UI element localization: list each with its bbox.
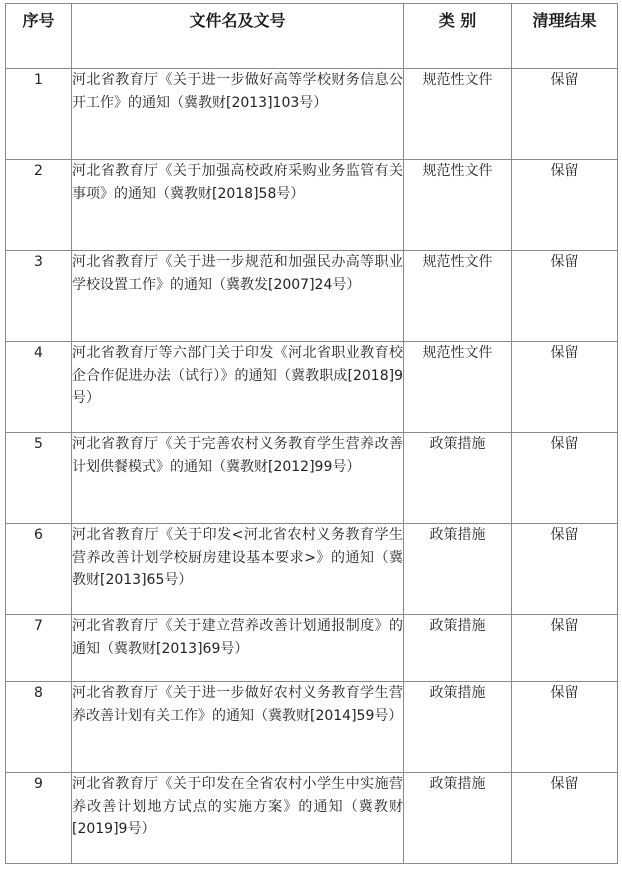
row-document-name: 河北省教育厅《关于完善农村义务教育学生营养改善计划供餐模式》的通知（冀教财[2012]99号） [72, 433, 404, 524]
row-document-name: 河北省教育厅《关于印发在全省农村小学生中实施营养改善计划地方试点的实施方案》的通知（冀教财[2019]9号） [72, 773, 404, 864]
row-cleanup-result: 保留 [512, 615, 618, 682]
row-document-name: 河北省教育厅《关于加强高校政府采购业务监管有关事项》的通知（冀教财[2018]58号） [72, 160, 404, 251]
table-row [6, 433, 618, 524]
table-row [6, 342, 618, 433]
row-document-name: 河北省教育厅《关于进一步做好农村义务教育学生营养改善计划有关工作》的通知（冀教财[2014]59号） [72, 682, 404, 773]
table-row [6, 773, 618, 864]
row-cleanup-result: 保留 [512, 524, 618, 615]
row-serial-number: 4 [6, 342, 72, 433]
row-cleanup-result: 保留 [512, 773, 618, 864]
table-row [6, 615, 618, 682]
row-category: 政策措施 [404, 524, 512, 615]
table-row [6, 251, 618, 342]
row-serial-number: 1 [6, 69, 72, 160]
row-category: 政策措施 [404, 433, 512, 524]
row-cleanup-result: 保留 [512, 433, 618, 524]
header-document-name: 文件名及文号 [72, 4, 404, 69]
row-cleanup-result: 保留 [512, 682, 618, 773]
row-serial-number: 9 [6, 773, 72, 864]
row-serial-number: 6 [6, 524, 72, 615]
header-category: 类 别 [404, 4, 512, 69]
table-row [6, 682, 618, 773]
row-serial-number: 2 [6, 160, 72, 251]
row-serial-number: 5 [6, 433, 72, 524]
row-serial-number: 8 [6, 682, 72, 773]
row-cleanup-result: 保留 [512, 69, 618, 160]
row-cleanup-result: 保留 [512, 342, 618, 433]
header-serial-number: 序号 [6, 4, 72, 69]
row-category: 政策措施 [404, 682, 512, 773]
table-row [6, 69, 618, 160]
row-category: 规范性文件 [404, 342, 512, 433]
row-cleanup-result: 保留 [512, 251, 618, 342]
row-document-name: 河北省教育厅等六部门关于印发《河北省职业教育校企合作促进办法（试行）》的通知（冀教职成[2018]9号） [72, 342, 404, 433]
row-document-name: 河北省教育厅《关于建立营养改善计划通报制度》的通知（冀教财[2013]69号） [72, 615, 404, 682]
row-serial-number: 3 [6, 251, 72, 342]
row-category: 规范性文件 [404, 251, 512, 342]
row-category: 政策措施 [404, 615, 512, 682]
row-document-name: 河北省教育厅《关于印发<河北省农村义务教育学生营养改善计划学校厨房建设基本要求>》的通知（冀教财[2013]65号） [72, 524, 404, 615]
table-header-row [6, 4, 618, 69]
row-document-name: 河北省教育厅《关于进一步做好高等学校财务信息公开工作》的通知（冀教财[2013]103号） [72, 69, 404, 160]
row-document-name: 河北省教育厅《关于进一步规范和加强民办高等职业学校设置工作》的通知（冀教发[2007]24号） [72, 251, 404, 342]
document-list-table [5, 3, 618, 864]
table-row [6, 160, 618, 251]
header-cleanup-result: 清理结果 [512, 4, 618, 69]
row-cleanup-result: 保留 [512, 160, 618, 251]
row-serial-number: 7 [6, 615, 72, 682]
row-category: 规范性文件 [404, 69, 512, 160]
row-category: 政策措施 [404, 773, 512, 864]
row-category: 规范性文件 [404, 160, 512, 251]
table-row [6, 524, 618, 615]
